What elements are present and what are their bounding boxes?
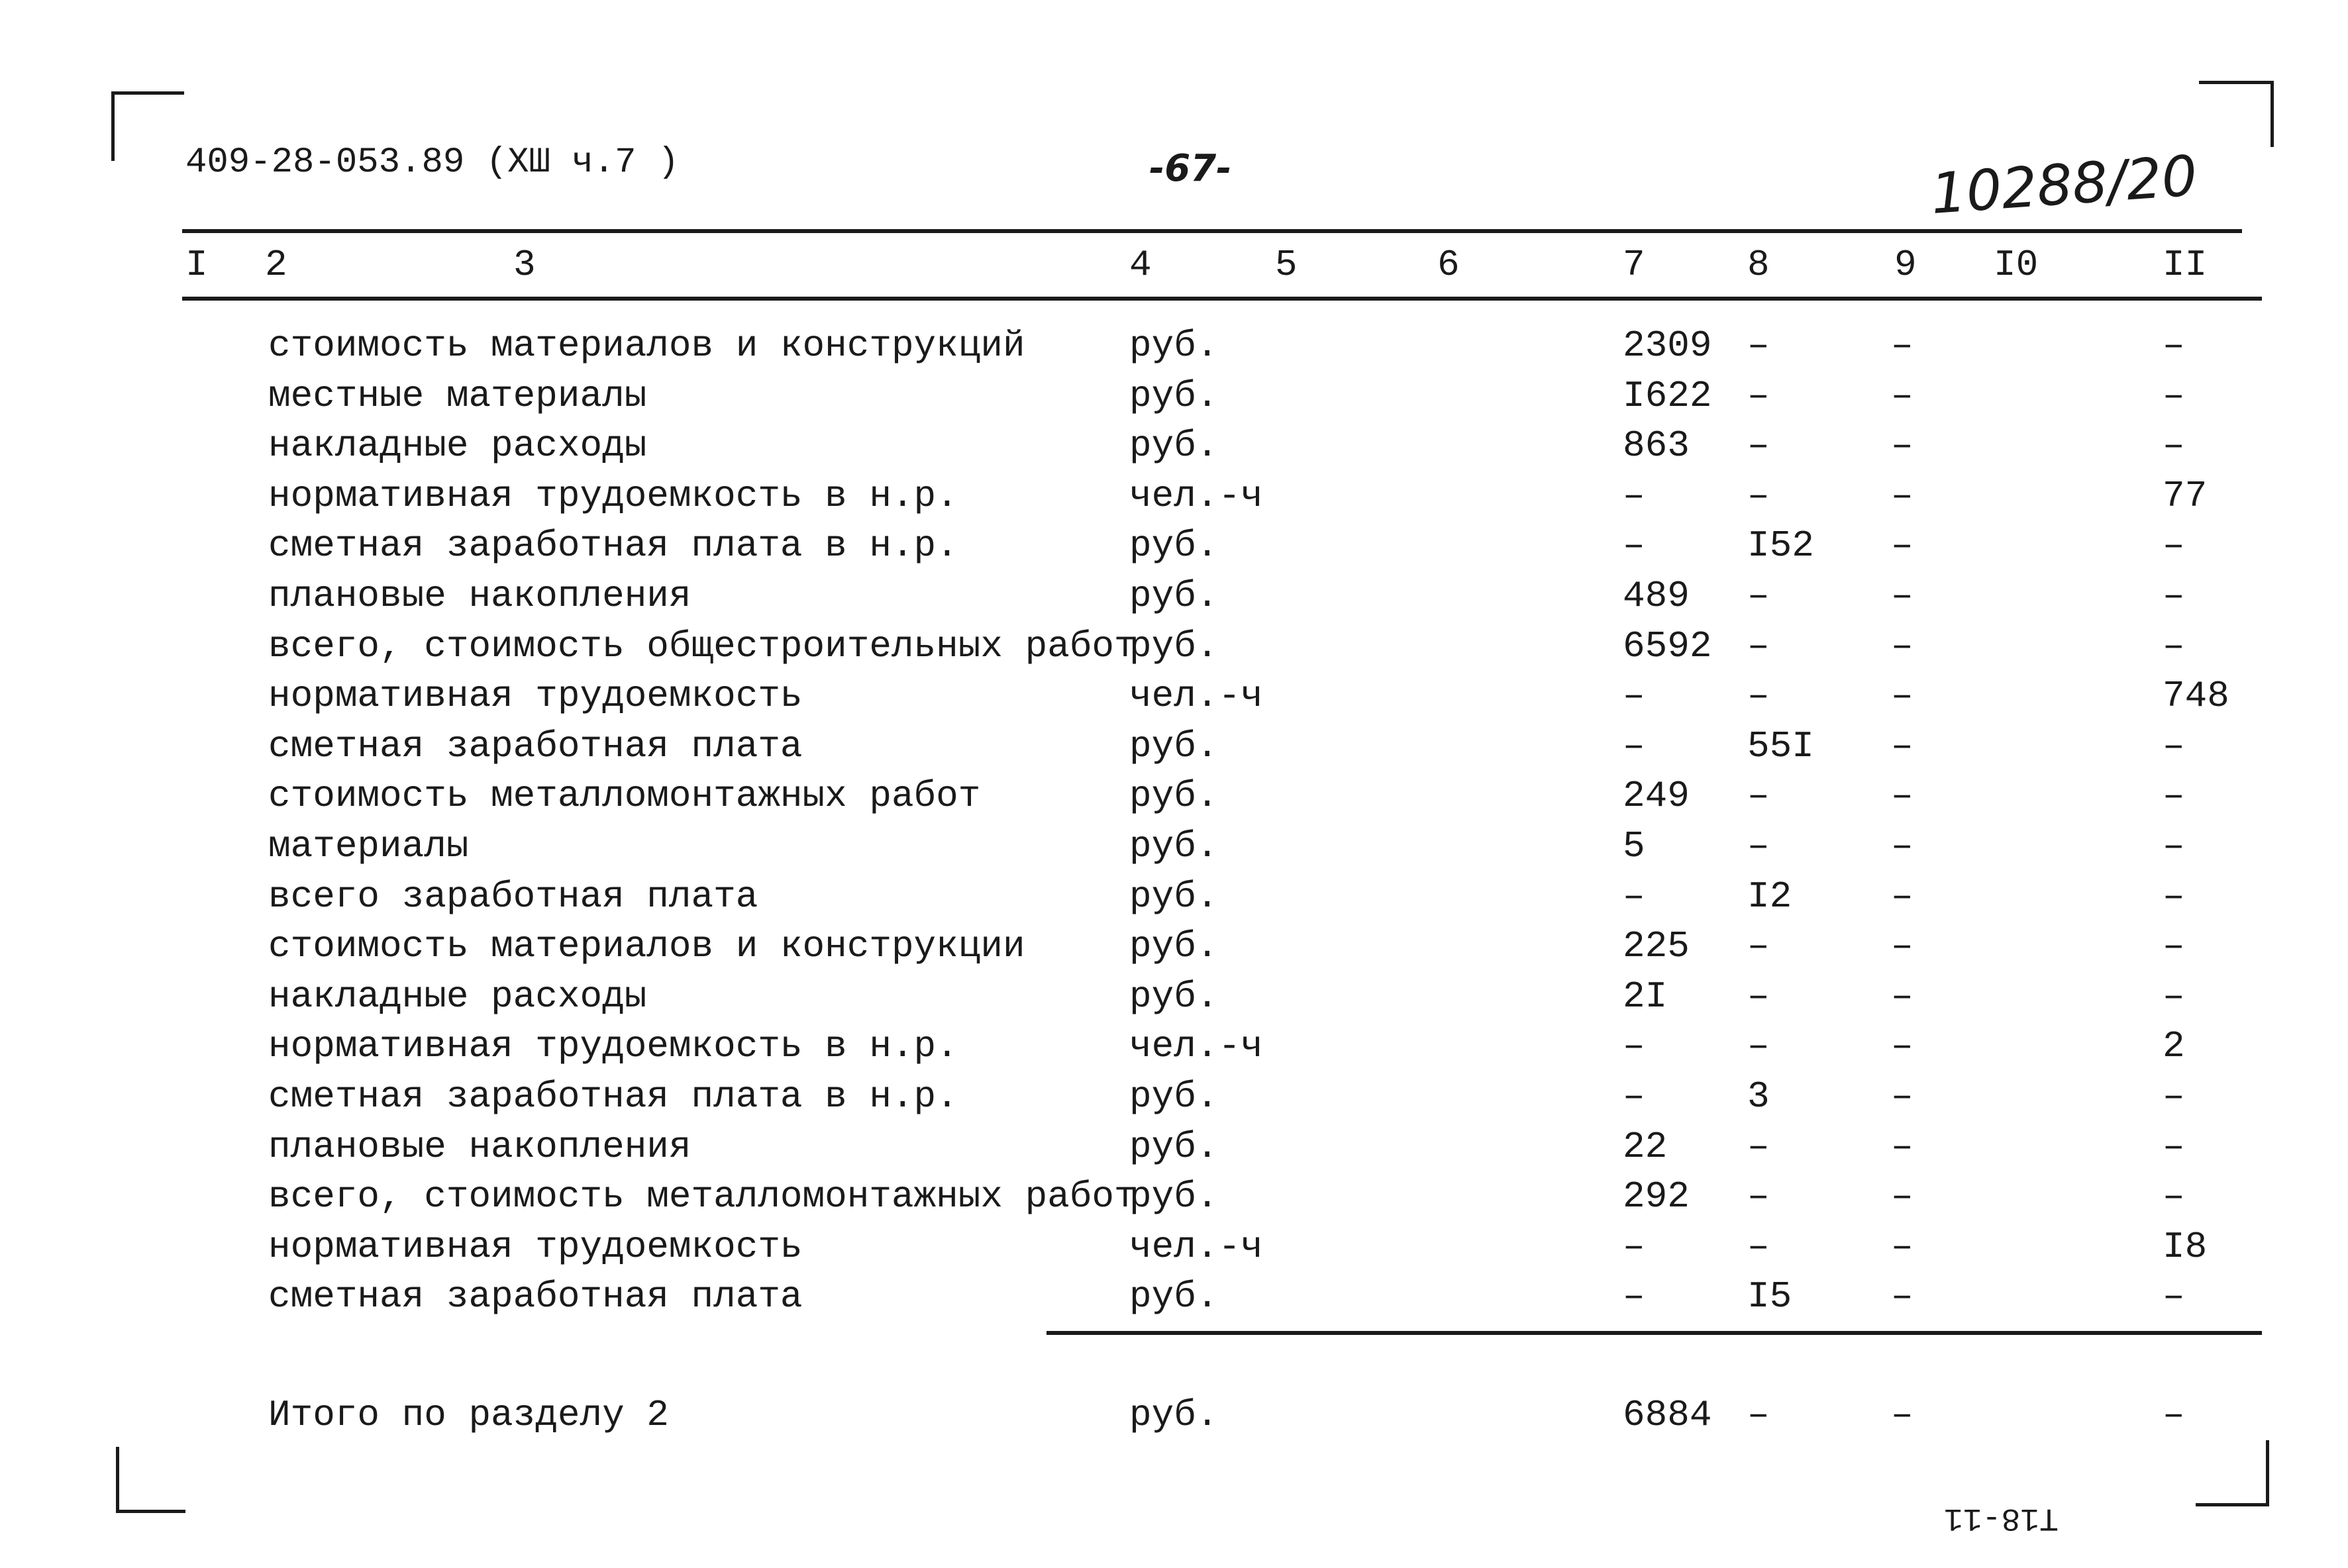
row-name: плановые накопления (268, 575, 691, 617)
row-name: нормативная трудоемкость (268, 1226, 803, 1268)
row-col9: – (1891, 1075, 1914, 1118)
row-col7: 22 (1623, 1126, 1668, 1168)
row-name: плановые накопления (268, 1126, 691, 1168)
row-col11: – (2163, 1126, 2185, 1168)
row-col8: – (1747, 975, 1770, 1018)
row-col8: – (1747, 575, 1770, 617)
row-col11: – (2163, 875, 2185, 918)
column-number-7: 7 (1623, 244, 1645, 286)
row-col7: – (1623, 475, 1645, 517)
row-col9: – (1891, 475, 1914, 517)
row-unit: руб. (1129, 875, 1219, 918)
row-col9: – (1891, 375, 1914, 417)
row-col11: – (2163, 725, 2185, 767)
row-name: стоимость материалов и конструкций (268, 324, 1025, 367)
corner-mark-top-left (111, 91, 184, 161)
row-name: всего, стоимость общестроительных работ (268, 625, 1137, 667)
row-col11: – (2163, 825, 2185, 867)
row-unit: руб. (1129, 1075, 1219, 1118)
row-col11: I8 (2163, 1226, 2208, 1268)
row-col11: 748 (2163, 675, 2229, 717)
total-label: Итого по разделу 2 (268, 1394, 669, 1436)
row-col7: 5 (1623, 825, 1645, 867)
row-col7: 2309 (1623, 324, 1712, 367)
row-col9: – (1891, 1175, 1914, 1218)
table-bottom-rule (1046, 1331, 2262, 1335)
row-name: местные материалы (268, 375, 647, 417)
row-col11: – (2163, 524, 2185, 567)
row-unit: руб. (1129, 775, 1219, 817)
row-col7: 292 (1623, 1175, 1690, 1218)
row-name: стоимость материалов и конструкции (268, 925, 1025, 967)
row-col11: – (2163, 775, 2185, 817)
row-col9: – (1891, 675, 1914, 717)
row-name: нормативная трудоемкость в н.р. (268, 1025, 958, 1067)
row-col7: – (1623, 675, 1645, 717)
column-number-3: 3 (513, 244, 536, 286)
row-col9: – (1891, 1275, 1914, 1318)
row-col9: – (1891, 825, 1914, 867)
row-unit: руб. (1129, 925, 1219, 967)
row-col8: – (1747, 375, 1770, 417)
row-col9: – (1891, 775, 1914, 817)
row-col7: – (1623, 725, 1645, 767)
row-unit: чел.-ч (1129, 1226, 1263, 1268)
column-number-2: 2 (265, 244, 287, 286)
row-col7: – (1623, 1075, 1645, 1118)
row-name: сметная заработная плата (268, 1275, 803, 1318)
row-col8: – (1747, 1226, 1770, 1268)
row-col11: – (2163, 324, 2185, 367)
row-name: нормативная трудоемкость (268, 675, 803, 717)
row-col11: 2 (2163, 1025, 2185, 1067)
column-number-5: 5 (1275, 244, 1298, 286)
header-rule-top (182, 229, 2242, 233)
column-number-6: 6 (1437, 244, 1460, 286)
row-col8: – (1747, 1126, 1770, 1168)
row-name: всего, стоимость металломонтажных работ (268, 1175, 1137, 1218)
row-col11: – (2163, 424, 2185, 467)
row-col7: 489 (1623, 575, 1690, 617)
column-number-11: II (2163, 244, 2208, 286)
row-unit: руб. (1129, 825, 1219, 867)
row-col8: – (1747, 1025, 1770, 1067)
row-col11: – (2163, 1175, 2185, 1218)
total-col9: – (1891, 1394, 1914, 1436)
row-name: сметная заработная плата в н.р. (268, 524, 958, 567)
row-col8: – (1747, 925, 1770, 967)
column-number-9: 9 (1894, 244, 1917, 286)
row-col7: 863 (1623, 424, 1690, 467)
row-col7: – (1623, 875, 1645, 918)
row-col8: – (1747, 475, 1770, 517)
row-col8: – (1747, 424, 1770, 467)
corner-mark-top-right (2199, 81, 2274, 147)
row-col9: – (1891, 424, 1914, 467)
row-col7: – (1623, 1025, 1645, 1067)
total-col7: 6884 (1623, 1394, 1712, 1436)
row-col7: 249 (1623, 775, 1690, 817)
row-col9: – (1891, 1025, 1914, 1067)
total-col8: – (1747, 1394, 1770, 1436)
row-col9: – (1891, 1226, 1914, 1268)
row-unit: руб. (1129, 725, 1219, 767)
column-number-8: 8 (1747, 244, 1770, 286)
row-name: нормативная трудоемкость в н.р. (268, 475, 958, 517)
row-unit: руб. (1129, 375, 1219, 417)
row-col11: – (2163, 1275, 2185, 1318)
total-unit: руб. (1129, 1394, 1219, 1436)
row-unit: руб. (1129, 324, 1219, 367)
row-unit: руб. (1129, 524, 1219, 567)
header-rule-bottom (182, 297, 2262, 301)
row-col8: I52 (1747, 524, 1814, 567)
row-name: накладные расходы (268, 424, 647, 467)
row-col8: 55I (1747, 725, 1814, 767)
row-col9: – (1891, 575, 1914, 617)
row-name: накладные расходы (268, 975, 647, 1018)
row-col8: – (1747, 675, 1770, 717)
row-col9: – (1891, 875, 1914, 918)
handwritten-reference: 10288/20 (1929, 143, 2200, 226)
row-col8: – (1747, 324, 1770, 367)
row-unit: руб. (1129, 575, 1219, 617)
row-unit: руб. (1129, 1126, 1219, 1168)
row-unit: чел.-ч (1129, 675, 1263, 717)
row-name: сметная заработная плата в н.р. (268, 1075, 958, 1118)
row-col8: I2 (1747, 875, 1792, 918)
corner-mark-bottom-right (2196, 1440, 2269, 1506)
row-col11: – (2163, 975, 2185, 1018)
row-col8: – (1747, 825, 1770, 867)
row-unit: чел.-ч (1129, 475, 1263, 517)
row-col11: – (2163, 1075, 2185, 1118)
column-number-1: I (185, 244, 208, 286)
row-col7: 6592 (1623, 625, 1712, 667)
row-unit: руб. (1129, 1275, 1219, 1318)
row-col11: – (2163, 625, 2185, 667)
document-code: 409-28-053.89 (ХШ ч.7 ) (185, 142, 680, 183)
row-col7: I622 (1623, 375, 1712, 417)
row-col9: – (1891, 524, 1914, 567)
row-col11: – (2163, 375, 2185, 417)
row-name: сметная заработная плата (268, 725, 803, 767)
row-col8: – (1747, 625, 1770, 667)
row-name: стоимость металломонтажных работ (268, 775, 981, 817)
row-col11: 77 (2163, 475, 2208, 517)
row-unit: руб. (1129, 424, 1219, 467)
row-col9: – (1891, 925, 1914, 967)
row-col9: – (1891, 625, 1914, 667)
row-col8: I5 (1747, 1275, 1792, 1318)
row-col11: – (2163, 925, 2185, 967)
row-col7: 2I (1623, 975, 1668, 1018)
column-number-4: 4 (1129, 244, 1152, 286)
row-col8: – (1747, 1175, 1770, 1218)
footer-stamp: T18-11 (1944, 1500, 2059, 1536)
row-col7: – (1623, 1275, 1645, 1318)
row-col9: – (1891, 975, 1914, 1018)
column-number-10: I0 (1994, 244, 2039, 286)
row-col8: 3 (1747, 1075, 1770, 1118)
corner-mark-bottom-left (116, 1447, 185, 1513)
total-col11: – (2163, 1394, 2185, 1436)
row-col9: – (1891, 1126, 1914, 1168)
row-unit: руб. (1129, 1175, 1219, 1218)
row-col9: – (1891, 324, 1914, 367)
row-unit: руб. (1129, 975, 1219, 1018)
row-unit: чел.-ч (1129, 1025, 1263, 1067)
row-col9: – (1891, 725, 1914, 767)
row-name: материалы (268, 825, 469, 867)
page-number: -67- (1149, 147, 1232, 190)
row-col7: 225 (1623, 925, 1690, 967)
row-col7: – (1623, 1226, 1645, 1268)
row-col7: – (1623, 524, 1645, 567)
row-col11: – (2163, 575, 2185, 617)
row-col8: – (1747, 775, 1770, 817)
row-unit: руб. (1129, 625, 1219, 667)
row-name: всего заработная плата (268, 875, 758, 918)
